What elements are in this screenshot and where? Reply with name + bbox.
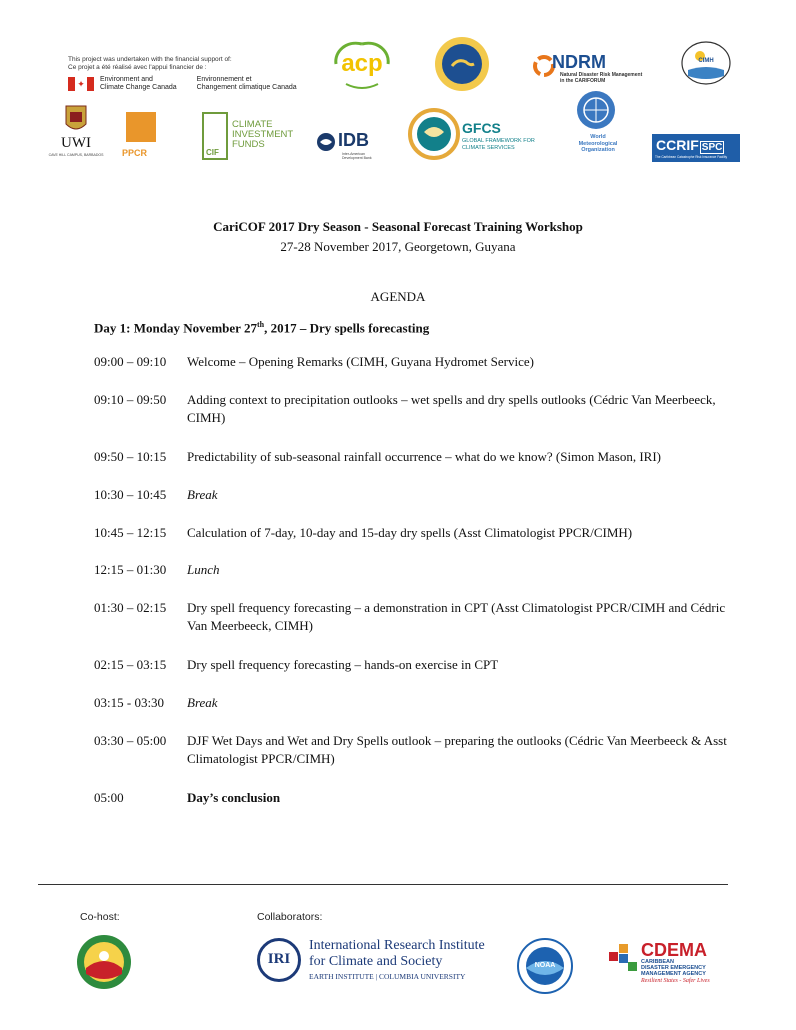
page-title: CariCOF 2017 Dry Season - Seasonal Forecast Training Workshop — [213, 219, 583, 234]
guyana-hydromet-logo — [76, 934, 132, 990]
agenda-time: 10:30 – 10:45 — [94, 487, 167, 502]
page-subtitle: 27-28 November 2017, Georgetown, Guyana — [280, 239, 516, 254]
uwi-subtitle: CAVE HILL CAMPUS, BARBADOS — [48, 153, 104, 157]
canada-flag-icon: ✦ — [68, 77, 94, 91]
idb-subtitle: Inter-American Development Bank — [342, 152, 372, 160]
ccrif-logo — [652, 134, 740, 162]
agenda-item — [94, 524, 734, 542]
agenda-item — [94, 694, 734, 712]
cif-line-3: FUNDS — [232, 139, 265, 150]
iri-line-2: for Climate and Society — [309, 954, 443, 969]
day-heading-sup: th — [256, 320, 265, 329]
agenda-time: 09:10 – 09:50 — [94, 392, 167, 407]
uwi-logo — [48, 102, 104, 160]
funder-note-line-2: Ce projet a été réalisé avec l'appui financier de : — [68, 64, 207, 71]
agenda-time: 01:30 – 02:15 — [94, 600, 167, 615]
agenda-heading: AGENDA — [370, 289, 426, 304]
funder-note-line-1: This project was undertaken with the financial support of: — [68, 56, 232, 63]
gfcs-sub-line-2: CLIMATE SERVICES — [462, 145, 515, 151]
gfcs-sub-line-1: GLOBAL FRAMEWORK FOR — [462, 138, 535, 144]
cif-name — [232, 120, 293, 150]
agenda-item — [94, 353, 734, 371]
idb-text: IDB — [338, 130, 369, 150]
canada-en-name — [100, 76, 177, 92]
iri-name — [309, 938, 485, 970]
ndrm-subtitle — [560, 72, 642, 84]
agenda-description: Predictability of sub-seasonal rainfall occurrence – what do we know? (Simon Mason, IRI) — [187, 449, 662, 464]
agenda-description: Calculation of 7-day, 10-day and 15-day dry spells (Asst Climatologist PPCR/CIMH) — [187, 525, 633, 540]
agenda-item — [94, 391, 734, 427]
canada-fr-name — [197, 76, 297, 92]
gfcs-text: GFCS — [462, 120, 501, 136]
noaa-logo — [517, 938, 573, 994]
agenda-time: 10:45 – 12:15 — [94, 525, 167, 540]
canada-logo — [68, 76, 297, 92]
acp-logo — [326, 38, 398, 92]
wmo-line-1: World — [590, 134, 606, 140]
ndrm-text: NDRM — [552, 52, 606, 72]
ccrif-name — [656, 137, 724, 153]
wmo-logo — [570, 88, 626, 172]
agenda-description: Welcome – Opening Remarks (CIMH, Guyana Hydromet Service) — [187, 354, 534, 369]
cohost-label: Co-host: — [80, 911, 120, 923]
cdema-sub-line-2: DISASTER EMERGENCY — [641, 965, 706, 971]
ppcr-text: PPCR — [122, 148, 148, 158]
cdema-mark-icon — [609, 944, 637, 974]
agenda-time: 05:00 — [94, 790, 124, 805]
cdema-subtitle — [641, 959, 706, 977]
day-heading-text: Day 1: Monday November 27 — [94, 320, 257, 336]
cif-line-1: CLIMATE — [232, 119, 273, 130]
ndrm-sub-line-2: in the CARIFORUM — [560, 78, 606, 84]
cif-line-2: INVESTMENT — [232, 129, 294, 140]
uwi-crest-icon — [52, 102, 100, 136]
gfcs-globe-icon — [408, 108, 460, 160]
cdema-sub-line-1: CARIBBEAN — [641, 959, 674, 965]
uwi-text: UWI — [61, 135, 91, 151]
canada-en-line-2: Climate Change Canada — [100, 84, 177, 91]
ndrm-sub-line-1: Natural Disaster Risk Management — [560, 72, 643, 78]
ppcr-mark-icon — [126, 112, 156, 142]
iri-emblem-icon — [257, 938, 301, 982]
agenda-item — [94, 599, 734, 635]
agenda-description: Break — [187, 487, 218, 502]
noaa-text: NOAA — [534, 962, 556, 969]
agenda-time: 03:30 – 05:00 — [94, 733, 167, 748]
acp-text: acp — [341, 50, 383, 77]
agenda-time: 09:50 – 10:15 — [94, 449, 167, 464]
agenda-description: Break — [187, 695, 218, 710]
agenda-time: 09:00 – 09:10 — [94, 354, 167, 369]
ndrm-logo — [532, 52, 648, 82]
agenda-description: DJF Wet Days and Wet and Dry Spells outlook – preparing the outlooks (Cédric Van Meerbeeck & Asst Climatologist PPCR/CIMH) — [187, 733, 727, 766]
agenda-description: Dry spell frequency forecasting – a demonstration in CPT (Asst Climatologist PPCR/CIMH and Cédric Van Meerbeeck, CIMH) — [187, 600, 726, 633]
agenda-item — [94, 789, 734, 807]
gfcs-subtitle — [462, 138, 535, 152]
cimh-logo — [680, 40, 732, 86]
agenda-item — [94, 561, 734, 579]
wmo-line-3: Organization — [581, 147, 615, 153]
agenda-time: 03:15 - 03:30 — [94, 695, 165, 710]
wmo-name — [570, 134, 626, 154]
day-heading — [94, 320, 429, 336]
cdema-logo — [609, 940, 719, 990]
agenda-description: Lunch — [187, 562, 220, 577]
ccrif-spc-text: SPC — [701, 142, 723, 153]
agenda-time: 12:15 – 01:30 — [94, 562, 167, 577]
idb-logo — [316, 130, 386, 162]
cif-mark-icon — [202, 112, 228, 160]
canada-fr-line-2: Changement climatique Canada — [196, 84, 297, 91]
agenda-item — [94, 732, 734, 768]
ppcr-logo — [122, 112, 162, 162]
iri-mark-text: IRI — [267, 951, 291, 967]
cimh-text: CIMH — [698, 58, 714, 64]
cdema-sub-line-3: MANAGEMENT AGENCY — [641, 971, 706, 977]
agenda-item — [94, 448, 734, 466]
canada-fr-line-1: Environnement et — [196, 76, 252, 83]
cif-logo — [202, 112, 298, 162]
cdema-text: CDEMA — [641, 940, 707, 960]
idb-globe-icon — [316, 132, 336, 152]
funder-note — [68, 56, 232, 72]
footer-divider — [38, 884, 728, 885]
agenda-time: 02:15 – 03:15 — [94, 657, 167, 672]
iri-logo — [257, 936, 487, 986]
wmo-line-2: Meteorological — [578, 140, 618, 147]
agenda-description: Adding context to precipitation outlooks – wet spells and dry spells outlooks (Cédric Van Meerbeeck, CIMH) — [187, 392, 716, 425]
ccrif-text: CCRIF — [656, 137, 699, 153]
cdb-logo — [434, 36, 490, 92]
cif-mark-text: CIF — [206, 148, 219, 157]
day-heading-suffix: , 2017 – Dry spells forecasting — [264, 320, 430, 336]
agenda-description: Dry spell frequency forecasting – hands-on exercise in CPT — [187, 657, 499, 672]
collaborators-label: Collaborators: — [257, 911, 323, 923]
agenda-item — [94, 486, 734, 504]
canada-en-line-1: Environment and — [100, 76, 153, 83]
wmo-emblem-icon — [570, 88, 622, 132]
agenda-description: Day’s conclusion — [187, 790, 281, 805]
cdema-tagline: Resilient States - Safer Lives — [641, 978, 710, 984]
gfcs-logo — [408, 106, 548, 164]
ccrif-subtitle: The Caribbean Catastrophe Risk Insurance Facility — [655, 155, 728, 159]
iri-line-3: EARTH INSTITUTE | COLUMBIA UNIVERSITY — [309, 972, 466, 981]
iri-line-1: International Research Institute — [309, 938, 485, 953]
agenda-item — [94, 656, 734, 674]
